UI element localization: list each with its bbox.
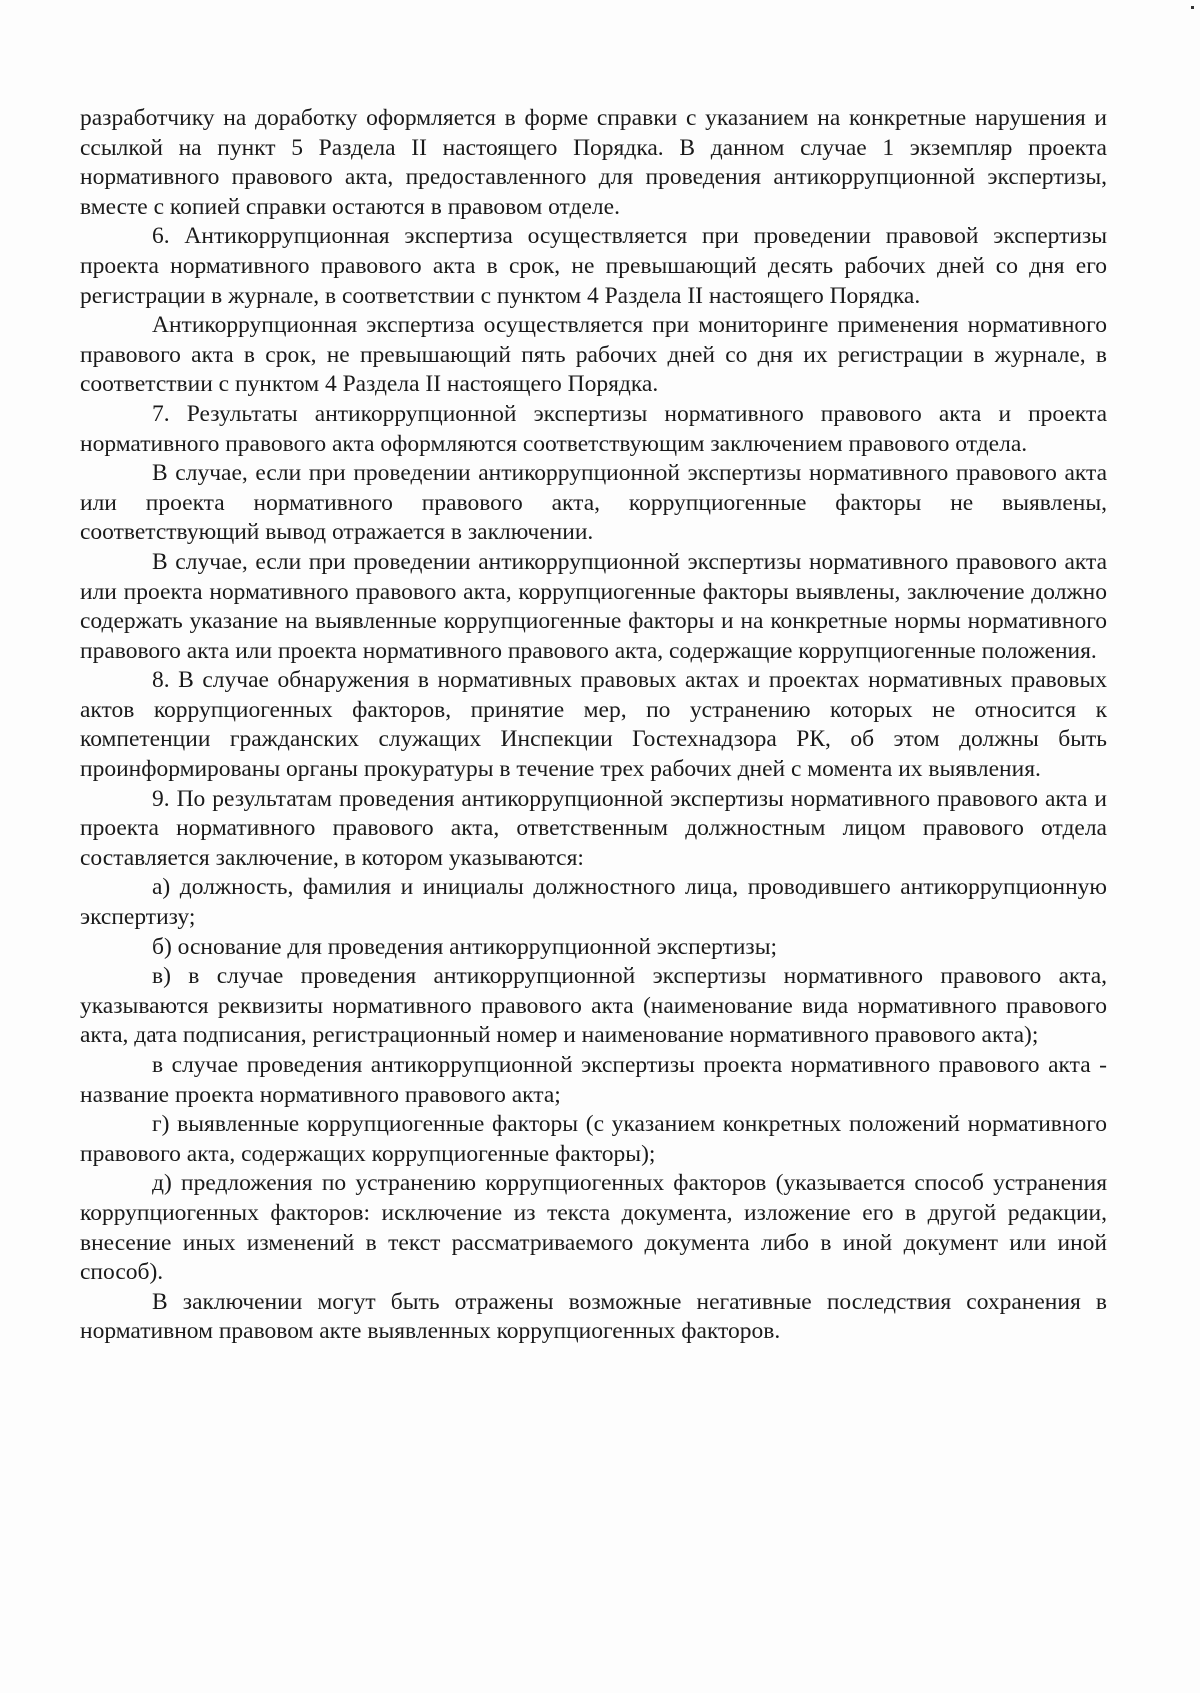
paragraph-item-9-b: б) основание для проведения антикоррупционной экспертизы; <box>152 933 778 960</box>
paragraph-item-8: 8. В случае обнаружения в нормативных правовых актах и проектах нормативных правовых актов коррупциогенных факторов, принятие мер, по устранению которых не относится к компетенции гражданских служащих Инспекции Гостехнадзора РК, об этом должны быть проинформированы органы прокуратуры в течение трех рабочих дней с момента их выявления. <box>80 667 1107 783</box>
scan-speck <box>1191 6 1194 9</box>
paragraph-item-9-d: д) предложения по устранению коррупциогенных факторов (указывается способ устранения коррупциогенных факторов: исключение из текста документа, изложение его в другой редакции, внесение иных изменений в текст рассматриваемого документа либо в иной документ или иной способ). <box>80 1170 1107 1286</box>
paragraph-item-9-g: г) выявленные коррупциогенные факторы (с указанием конкретных положений нормативного правового акта, содержащих коррупциогенные факторы); <box>80 1111 1107 1167</box>
paragraph-item-9: 9. По результатам проведения антикоррупционной экспертизы нормативного правового акта и проекта нормативного правового акта, ответственным должностным лицом правового отдела составляется заключение, в котором указываются: <box>80 785 1107 871</box>
paragraph-item-9-a: а) должность, фамилия и инициалы должностного лица, проводившего антикоррупционную экспертизу; <box>80 874 1107 931</box>
paragraph-item-7-not-found: В случае, если при проведении антикоррупционной экспертизы нормативного правового акта или проекта нормативного правового акта, коррупциогенные факторы не выявлены, соответствующий вывод отражается в заключении. <box>80 460 1107 546</box>
paragraph-item-9-v: в) в случае проведения антикоррупционной экспертизы нормативного правового акта, указываются реквизиты нормативного правового акта (наименование вида нормативного правового акта, дата подписания, регистрационный номер и наименование нормативного правового акта); <box>80 963 1107 1049</box>
paragraph-item-9-v-project: в случае проведения антикоррупционной экспертизы проекта нормативного правового акта - название проекта нормативного правового акта; <box>80 1052 1107 1108</box>
paragraph-item-7-found: В случае, если при проведении антикоррупционной экспертизы нормативного правового акта или проекта нормативного правового акта, коррупциогенные факторы выявлены, заключение должно содержать указание на выявленные коррупциогенные факторы и на конкретные нормы нормативного правового акта или проекта нормативного правового акта, содержащие коррупциогенные положения. <box>80 548 1107 664</box>
paragraph-conclusion: В заключении могут быть отражены возможные негативные последствия сохранения в нормативном правовом акте выявленных коррупциогенных факторов. <box>80 1288 1107 1345</box>
paragraph-item-7: 7. Результаты антикоррупционной экспертизы нормативного правового акта и проекта нормативного правового акта оформляются соответствующим заключением правового отдела. <box>80 400 1107 457</box>
document-body <box>80 104 1107 1347</box>
paragraph-continuation: разработчику на доработку оформляется в форме справки с указанием на конкретные нарушения и ссылкой на пункт 5 Раздела II настоящего Порядка. В данном случае 1 экземпляр проекта нормативного правового акта, предоставленного для проведения антикоррупционной экспертизы, вместе с копией справки остаются в правовом отделе. <box>80 105 1107 220</box>
paragraph-item-6: 6. Антикоррупционная экспертиза осуществляется при проведении правовой экспертизы проекта нормативного правового акта в срок, не превышающий десять рабочих дней со дня его регистрации в журнале, в соответствии с пунктом 4 Раздела II настоящего Порядка. <box>80 223 1107 309</box>
paragraph-item-6-monitoring: Антикоррупционная экспертиза осуществляется при мониторинге применения нормативного правового акта в срок, не превышающий пять рабочих дней со дня их регистрации в журнале, в соответствии с пунктом 4 Раздела II настоящего Порядка. <box>80 312 1107 398</box>
